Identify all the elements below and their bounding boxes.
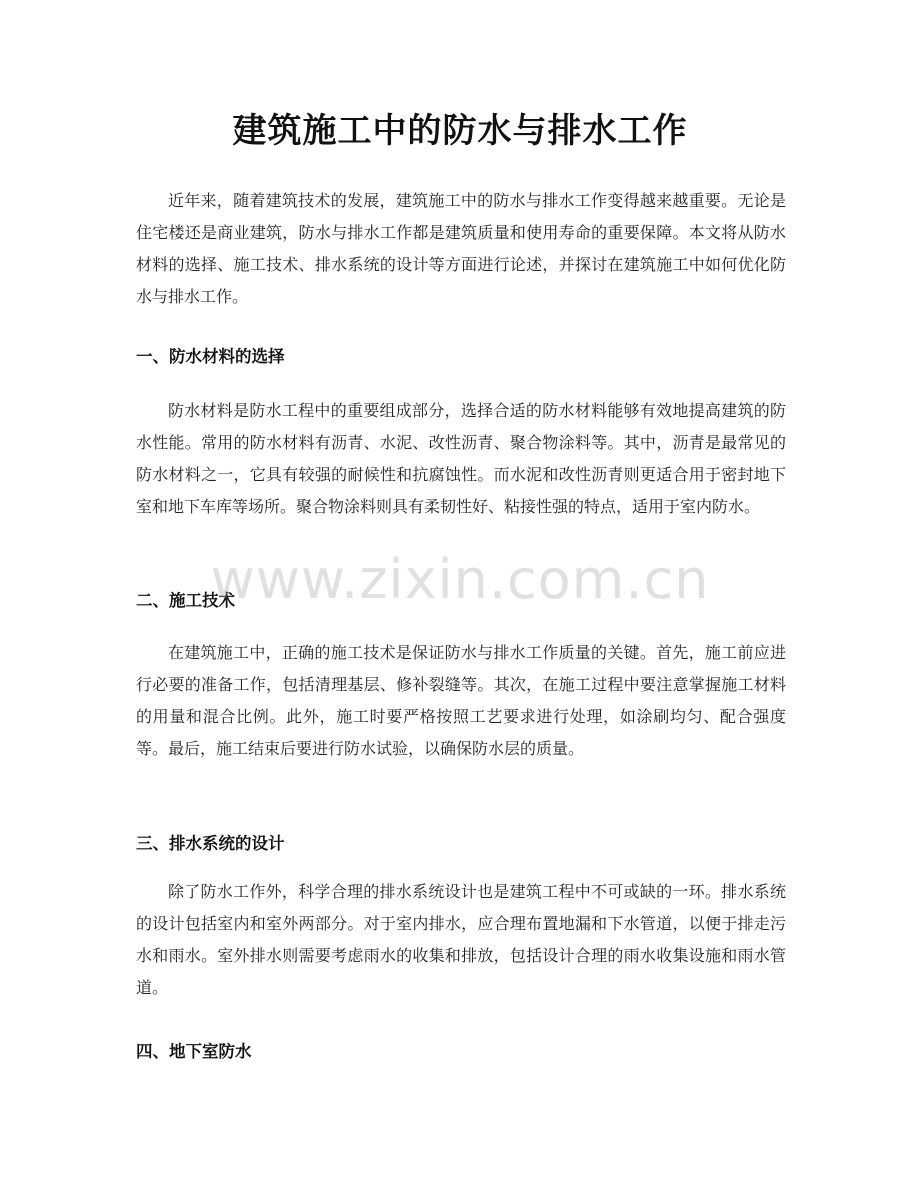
watermark: www.zixin.com.cn [210, 548, 710, 611]
intro-paragraph: 近年来，随着建筑技术的发展，建筑施工中的防水与排水工作变得越来越重要。无论是住宅楼还是商业建筑，防水与排水工作都是建筑质量和使用寿命的重要保障。本文将从防水材料的选择、施工技术、排水系统的设计等方面进行论述，并探讨在建筑施工中如何优化防水与排水工作。 [136, 191, 786, 306]
section-body-techniques: 在建筑施工中，正确的施工技术是保证防水与排水工作质量的关键。首先，施工前应进行必要的准备工作，包括清理基层、修补裂缝等。其次，在施工过程中要注意掌握施工材料的用量和混合比例。此外，施工时要严格按照工艺要求进行处理，如涂刷均匀、配合强度等。最后，施工结束后要进行防水试验，以确保防水层的质量。 [136, 643, 786, 758]
section-heading-techniques: 二、施工技术 [136, 591, 235, 610]
section-body-materials: 防水材料是防水工程中的重要组成部分，选择合适的防水材料能够有效地提高建筑的防水性能。常用的防水材料有沥青、水泥、改性沥青、聚合物涂料等。其中，沥青是最常见的防水材料之一，它具有较强的耐候性和抗腐蚀性。而水泥和改性沥青则更适合用于密封地下室和地下车库等场所。聚合物涂料则具有柔韧性好、粘接性强的特点，适用于室内防水。 [136, 401, 786, 516]
section-body-drainage: 除了防水工作外，科学合理的排水系统设计也是建筑工程中不可或缺的一环。排水系统的设计包括室内和室外两部分。对于室内排水，应合理布置地漏和下水管道，以便于排走污水和雨水。室外排水则需要考虑雨水的收集和排放，包括设计合理的雨水收集设施和雨水管道。 [136, 882, 786, 997]
section-heading-materials: 一、防水材料的选择 [136, 347, 285, 366]
page-title: 建筑施工中的防水与排水工作 [232, 111, 688, 151]
section-heading-drainage: 三、排水系统的设计 [136, 834, 285, 853]
section-heading-basement: 四、地下室防水 [136, 1042, 252, 1061]
